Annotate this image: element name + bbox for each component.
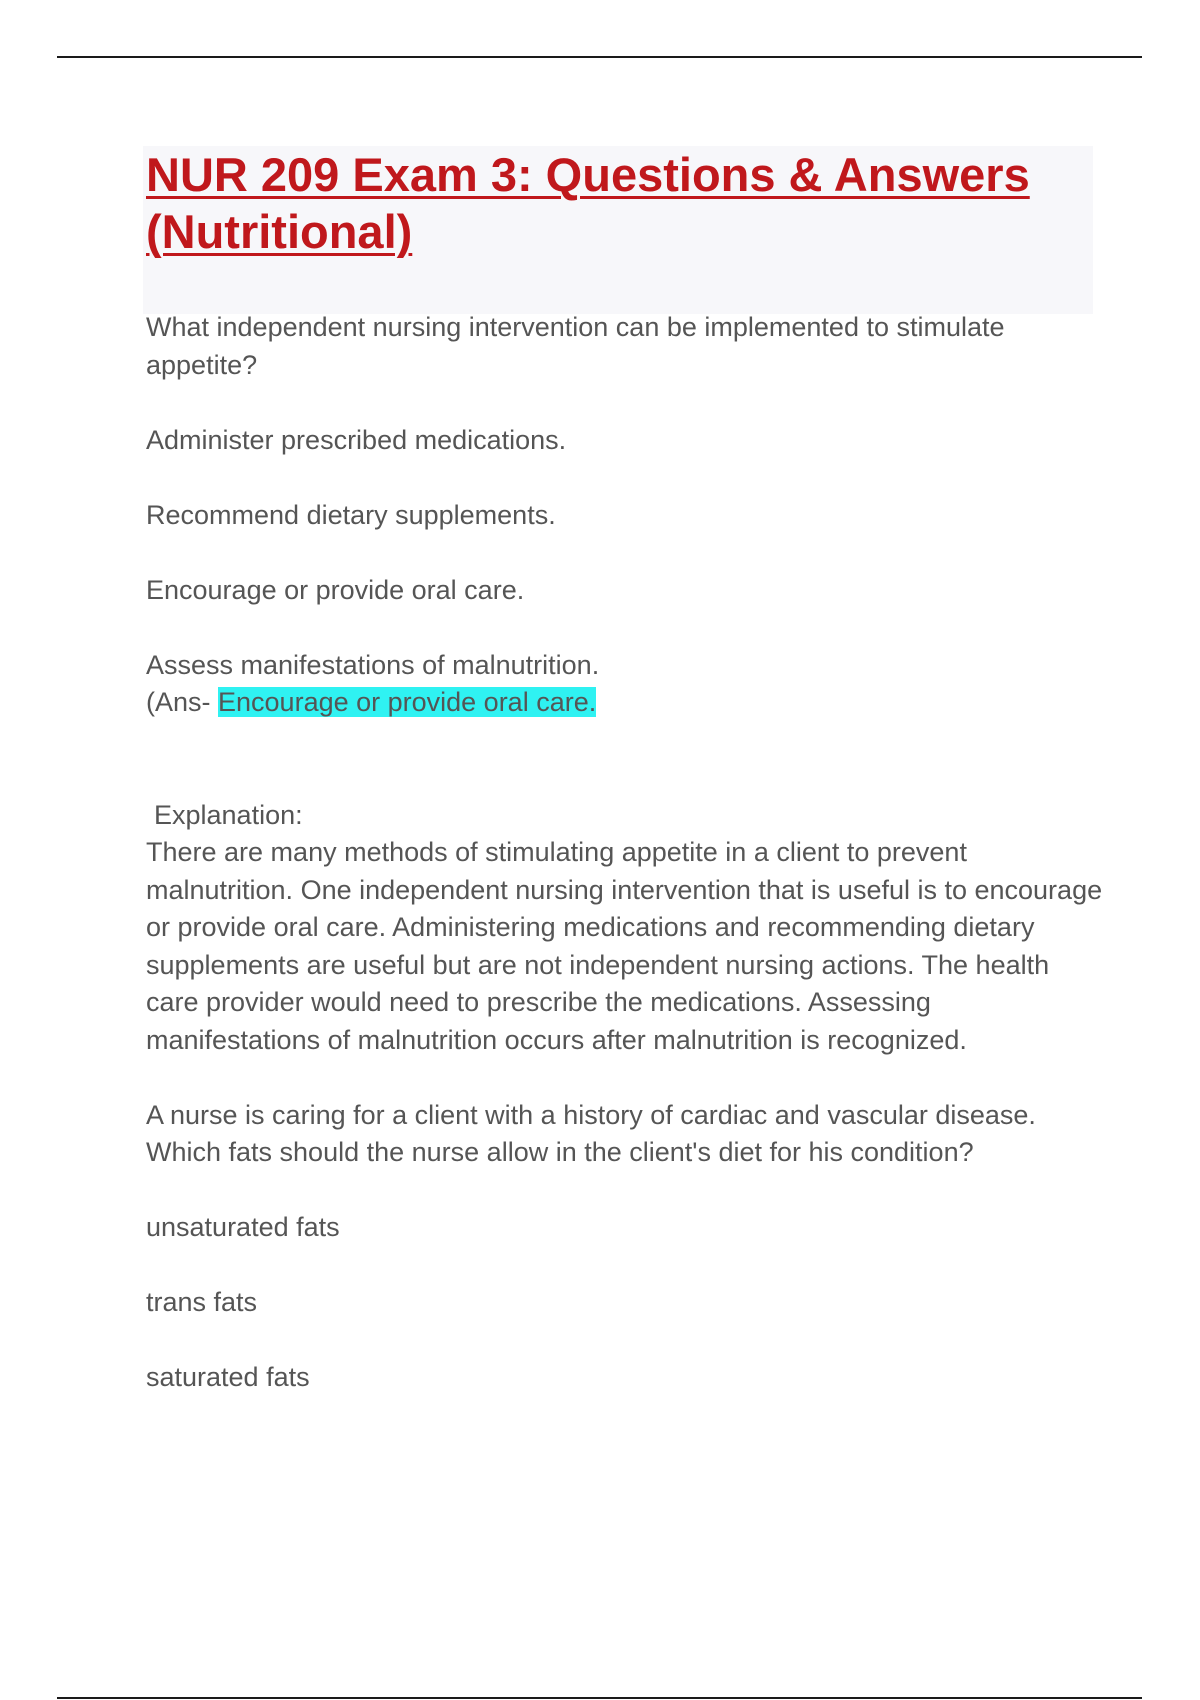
question-2-option-2: trans fats bbox=[146, 1287, 258, 1317]
question-2-option-3: saturated fats bbox=[146, 1362, 310, 1392]
question-1-prompt: What independent nursing intervention can be implemented to stimulate appetite? bbox=[146, 312, 1005, 380]
question-2-prompt: A nurse is caring for a client with a history of cardiac and vascular disease. Which fats should the nurse allow in the client's diet for his condition? bbox=[146, 1099, 1036, 1167]
question-1-answer-line bbox=[146, 684, 1106, 722]
top-rule bbox=[57, 56, 1142, 58]
question-1-option-1: Administer prescribed medications. bbox=[146, 424, 567, 455]
question-1-option-4: Assess manifestations of malnutrition. bbox=[146, 649, 600, 680]
question-1-option-2: Recommend dietary supplements. bbox=[146, 499, 556, 530]
document-title: NUR 209 Exam 3: Questions & Answers (Nutritional) bbox=[146, 148, 1030, 258]
explanation-label: Explanation: bbox=[154, 799, 303, 830]
question-2-option-1: unsaturated fats bbox=[146, 1212, 340, 1242]
bottom-rule bbox=[57, 1697, 1142, 1699]
answer-prefix: (Ans- bbox=[146, 687, 219, 717]
explanation-text: There are many methods of stimulating appetite in a client to prevent malnutrition. One independent nursing intervention that is useful is to encourage or provide oral care. Administering medications and recommending dietary supplements are useful but are not independent nursing actions. The health care provider would need to prescribe the medications. Assessing manifestations of malnutrition occurs after malnutrition is recognized. bbox=[146, 837, 1103, 1055]
answer-highlight: Encourage or provide oral care. bbox=[218, 687, 597, 717]
question-1-option-3: Encourage or provide oral care. bbox=[146, 574, 525, 605]
document-body bbox=[146, 309, 1106, 1397]
